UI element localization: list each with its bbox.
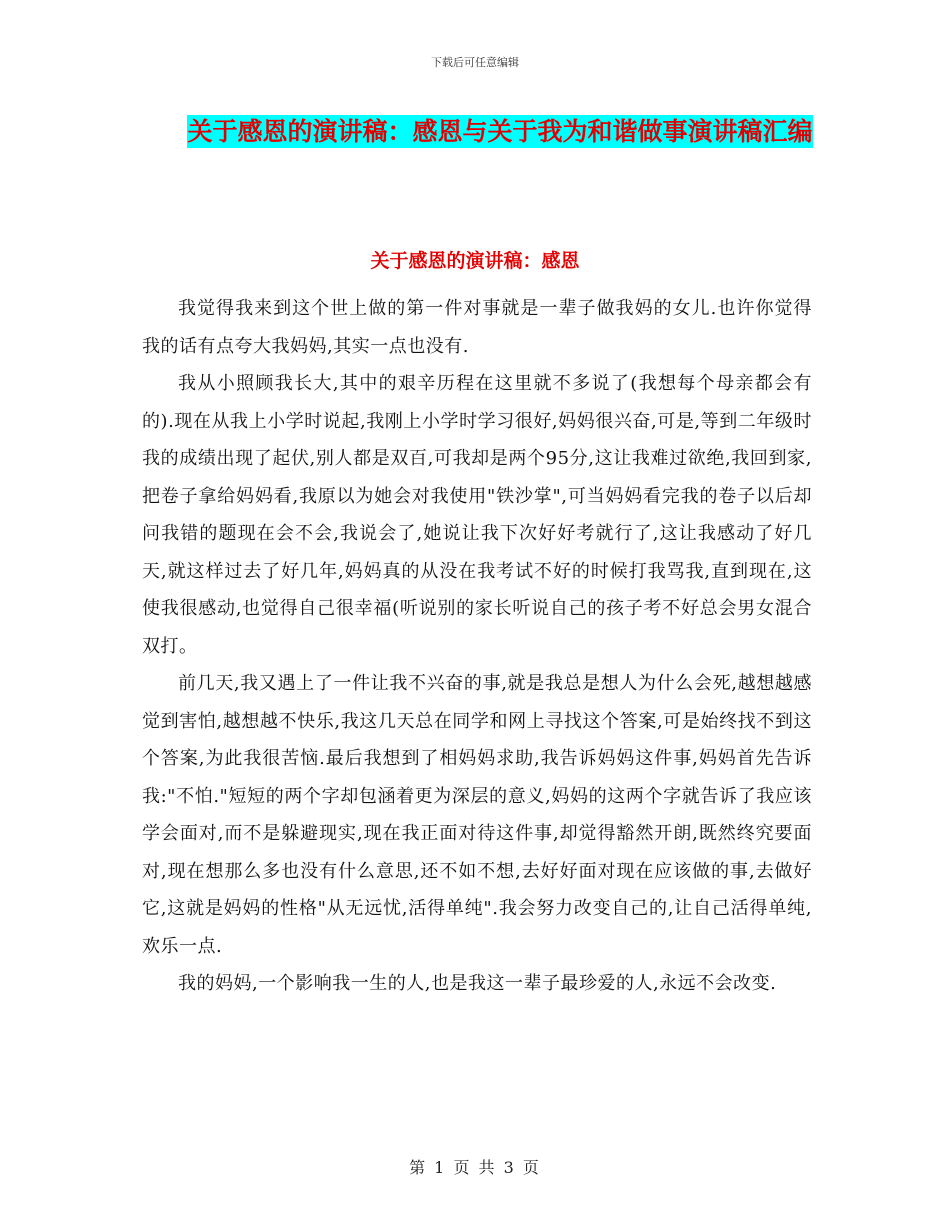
body-text — [142, 290, 812, 1003]
document-title — [140, 110, 860, 154]
document-title-text: 关于感恩的演讲稿：感恩与关于我为和谐做事演讲稿汇编 — [187, 117, 813, 146]
paragraph: 我从小照顾我长大,其中的艰辛历程在这里就不多说了(我想每个母亲都会有的).现在从我上小学时说起,我刚上小学时学习很好,妈妈很兴奋,可是,等到二年级时我的成绩出现了起伏,别人都是双百,可我却是两个95分,这让我难过欲绝,我回到家,把卷子拿给妈妈看,我原以为她会对我使用"铁沙掌",可当妈妈看完我的卷子以后却问我错的题现在会不会,我说会了,她说让我下次好好考就行了,这让我感动了好几天,就这样过去了好几年,妈妈真的从没在我考试不好的时候打我骂我,直到现在,这使我很感动,也觉得自己很幸福(听说别的家长听说自己的孩子考不好总会男女混合双打。 — [142, 373, 812, 657]
section-title: 关于感恩的演讲稿：感恩 — [370, 250, 580, 272]
page-footer: 第 1 页 共 3 页 — [409, 1158, 541, 1177]
paragraph: 我的妈妈,一个影响我一生的人,也是我这一辈子最珍爱的人,永远不会改变. — [178, 973, 777, 994]
header-note: 下载后可任意编辑 — [431, 56, 519, 69]
paragraph: 我觉得我来到这个世上做的第一件对事就是一辈子做我妈的女儿.也许你觉得我的话有点夸大我妈妈,其实一点也没有. — [142, 298, 812, 357]
paragraph: 前几天,我又遇上了一件让我不兴奋的事,就是我总是想人为什么会死,越想越感觉到害怕,越想越不快乐,我这几天总在同学和网上寻找这个答案,可是始终找不到这个答案,为此我很苦恼.最后我想到了相妈妈求助,我告诉妈妈这件事,妈妈首先告诉我:"不怕."短短的两个字却包涵着更为深层的意义,妈妈的这两个字就告诉了我应该学会面对,而不是躲避现实,现在我正面对待这件事,却觉得豁然开朗,既然终究要面对,现在想那么多也没有什么意思,还不如不想,去好好面对现在应该做的事,去做好它,这就是妈妈的性格"从无远忧,活得单纯".我会努力改变自己的,让自己活得单纯,欢乐一点. — [142, 673, 812, 957]
